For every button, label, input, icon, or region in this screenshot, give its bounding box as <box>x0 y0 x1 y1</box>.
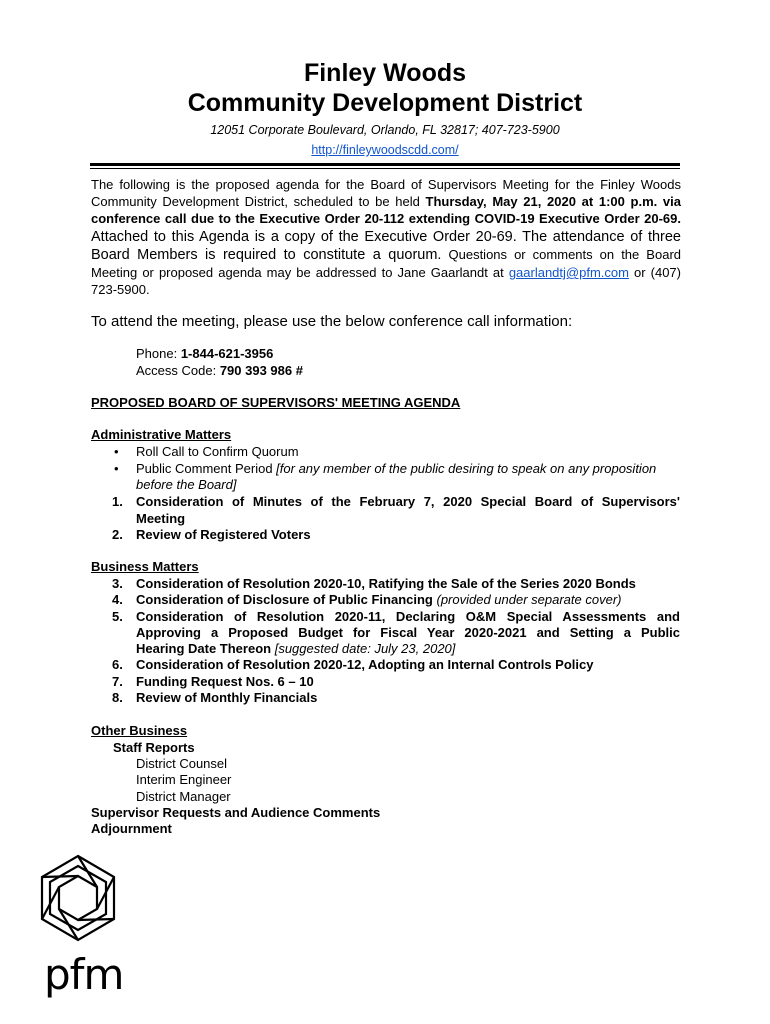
conference-info <box>136 345 303 379</box>
hearing-date-label: Hearing Date Thereon <box>136 641 275 656</box>
resolution-2020-11-item: Consideration of Resolution 2020-11, Declaring O&M Special Assessments and <box>136 609 680 624</box>
attend-instructions: To attend the meeting, please use the below conference call information: <box>91 313 573 330</box>
interim-engineer: Interim Engineer <box>136 772 232 787</box>
phone-line <box>136 345 303 362</box>
access-code: 790 393 986 # <box>219 363 303 378</box>
item-number: 4. <box>112 592 123 607</box>
district-manager: District Manager <box>136 789 231 804</box>
district-counsel: District Counsel <box>136 756 228 771</box>
public-comment-item <box>136 461 656 477</box>
agenda-heading: PROPOSED BOARD OF SUPERVISORS' MEETING AGENDA <box>91 395 461 410</box>
minutes-item-cont: Meeting <box>136 511 186 526</box>
item-number: 6. <box>112 657 123 672</box>
roll-call-item: Roll Call to Confirm Quorum <box>136 444 299 459</box>
district-name: Finley Woods <box>303 59 467 87</box>
public-comment-label: Public Comment Period <box>136 461 277 476</box>
other-heading: Other Business <box>91 723 188 738</box>
supervisor-requests: Supervisor Requests and Audience Comments <box>91 805 381 820</box>
financials-item: Review of Monthly Financials <box>136 690 318 705</box>
item-number: 3. <box>112 576 123 591</box>
admin-heading: Administrative Matters <box>91 427 232 442</box>
minutes-item: Consideration of Minutes of the February 7, 2020 Special Board of Supervisors' <box>136 494 680 509</box>
item-number: 5. <box>112 609 123 624</box>
resolution-2020-11-cont2 <box>136 641 455 657</box>
staff-reports: Staff Reports <box>113 740 195 755</box>
disclosure-note: (provided under separate cover) <box>436 592 622 607</box>
item-number: 1. <box>112 494 123 509</box>
questions-text: Questions or comments on the Board Meeting or proposed agenda may be addressed to Jane Gaarlandt at <box>91 247 681 280</box>
disclosure-item <box>136 592 621 608</box>
public-comment-note: [for any member of the public desiring to speak on any proposition <box>276 461 657 476</box>
bullet-icon: • <box>114 444 119 459</box>
website-line <box>0 143 770 157</box>
resolution-2020-10-item: Consideration of Resolution 2020-10, Ratifying the Sale of the Series 2020 Bonds <box>136 576 636 591</box>
public-comment-note-cont: before the Board] <box>136 477 237 492</box>
voters-item: Review of Registered Voters <box>136 527 311 542</box>
intro-text: The following is the proposed agenda for the Board of Supervisors Meeting for the Finley Woods Community Development District, scheduled to be held <box>91 177 681 209</box>
disclosure-label: Consideration of Disclosure of Public Financing <box>136 592 437 607</box>
hearing-date-note: [suggested date: July 23, 2020] <box>274 641 456 656</box>
phone-number: 1-844-621-3956 <box>180 346 274 361</box>
access-label: Access Code: <box>136 363 220 378</box>
phone-text: or (407) 723-5900. <box>91 265 681 297</box>
meeting-date-text: Thursday, May 21, 2020 at 1:00 p.m. via conference call due to the Executive Order 20-112 extending COVID-19 Executive Order 20-69. <box>91 194 681 226</box>
adjournment: Adjournment <box>91 821 172 836</box>
resolution-2020-11-cont: Approving a Proposed Budget for Fiscal Year 2020-2021 and Setting a Public <box>136 625 680 640</box>
bullet-icon: • <box>114 461 119 476</box>
header-divider-thick <box>90 163 680 166</box>
intro-paragraph <box>91 176 681 298</box>
website-link[interactable]: http://finleywoodscdd.com/ <box>311 143 459 157</box>
item-number: 2. <box>112 527 123 542</box>
district-address: 12051 Corporate Boulevard, Orlando, FL 32817; 407-723-5900 <box>210 123 560 137</box>
access-line <box>136 362 303 379</box>
funding-request-item: Funding Request Nos. 6 – 10 <box>136 674 314 689</box>
business-heading: Business Matters <box>91 559 199 574</box>
item-number: 7. <box>112 674 123 689</box>
pfm-logo-icon <box>36 852 120 944</box>
email-link[interactable]: gaarlandtj@pfm.com <box>508 265 629 280</box>
item-number: 8. <box>112 690 123 705</box>
resolution-2020-12-item: Consideration of Resolution 2020-12, Adopting an Internal Controls Policy <box>136 657 594 672</box>
quorum-text: Attached to this Agenda is a copy of the Executive Order 20-69. The attendance of three Board Members is required to constitute a quorum. <box>91 229 681 263</box>
pfm-logo-text: pfm <box>44 950 124 999</box>
phone-label: Phone: <box>136 346 181 361</box>
district-subtitle: Community Development District <box>187 89 583 117</box>
header-divider-thin <box>90 168 680 169</box>
